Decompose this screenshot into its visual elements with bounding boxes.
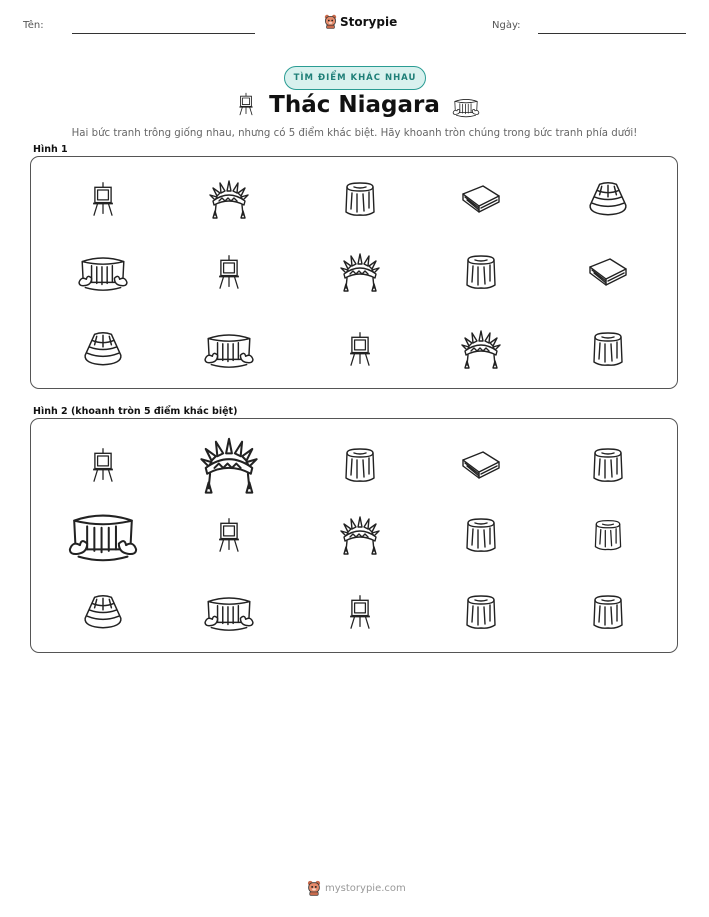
stump-icon bbox=[461, 592, 501, 632]
easel-icon bbox=[342, 331, 378, 367]
page-title: Thác Niagara bbox=[269, 92, 440, 118]
rock-icon bbox=[82, 328, 124, 370]
picture-item-easel bbox=[85, 181, 121, 217]
picture-item-stump[interactable] bbox=[590, 517, 626, 553]
picture-item-rock[interactable] bbox=[82, 591, 124, 633]
picture-item-headdress bbox=[338, 250, 382, 294]
picture-item-waterfall bbox=[77, 246, 129, 298]
title-waterfall-icon bbox=[452, 93, 480, 125]
footer-url: mystorypie.com bbox=[325, 882, 406, 894]
stump-icon bbox=[461, 515, 501, 555]
picture-item-stump[interactable] bbox=[461, 592, 501, 632]
picture-2-panel[interactable] bbox=[30, 418, 678, 653]
picture-item-waterfall bbox=[203, 323, 255, 375]
headdress-icon bbox=[207, 177, 251, 221]
stump-icon bbox=[588, 445, 628, 485]
headdress-icon bbox=[338, 513, 382, 557]
footer bbox=[307, 880, 406, 896]
stump-icon bbox=[340, 445, 380, 485]
book-icon bbox=[586, 250, 630, 294]
picture-item-stump[interactable] bbox=[340, 445, 380, 485]
bear-mascot-icon bbox=[307, 880, 321, 896]
brand-name: Storypie bbox=[340, 14, 398, 29]
waterfall-icon bbox=[77, 246, 129, 298]
picture-1-panel bbox=[30, 156, 678, 389]
picture-item-headdress bbox=[459, 327, 503, 371]
picture-item-stump[interactable] bbox=[588, 592, 628, 632]
stump-icon bbox=[461, 252, 501, 292]
waterfall-icon bbox=[67, 499, 139, 571]
headdress-icon bbox=[459, 327, 503, 371]
picture-item-rock bbox=[587, 178, 629, 220]
date-line bbox=[538, 33, 686, 34]
name-line bbox=[72, 33, 255, 34]
instructions: Hai bức tranh trông giống nhau, nhưng có 5 điểm khác biệt. Hãy khoanh tròn chúng trong bức tranh phía dưới! bbox=[71, 128, 638, 139]
name-label: Tên: bbox=[23, 20, 44, 31]
book-icon bbox=[459, 443, 503, 487]
picture-item-headdress[interactable] bbox=[338, 513, 382, 557]
picture-item-easel[interactable] bbox=[85, 447, 121, 483]
stump-icon bbox=[588, 329, 628, 369]
picture-item-easel bbox=[342, 331, 378, 367]
waterfall-icon bbox=[203, 323, 255, 375]
picture-item-rock bbox=[82, 328, 124, 370]
date-label: Ngày: bbox=[492, 20, 521, 31]
picture-item-easel bbox=[211, 254, 247, 290]
activity-badge-text: TÌM ĐIỂM KHÁC NHAU bbox=[293, 73, 417, 83]
easel-icon bbox=[342, 594, 378, 630]
stump-icon bbox=[588, 592, 628, 632]
bear-mascot-icon bbox=[324, 14, 337, 29]
rock-icon bbox=[587, 178, 629, 220]
picture-item-easel[interactable] bbox=[342, 594, 378, 630]
easel-icon bbox=[211, 254, 247, 290]
waterfall-icon bbox=[452, 93, 480, 121]
activity-badge bbox=[284, 66, 426, 90]
picture-item-stump[interactable] bbox=[461, 515, 501, 555]
picture-1-label: Hình 1 bbox=[33, 144, 68, 155]
picture-item-waterfall[interactable] bbox=[203, 586, 255, 638]
stump-icon bbox=[590, 517, 626, 553]
title-easel-icon bbox=[234, 92, 258, 120]
picture-item-book bbox=[459, 177, 503, 221]
easel-icon bbox=[85, 447, 121, 483]
waterfall-icon bbox=[203, 586, 255, 638]
picture-item-book[interactable] bbox=[459, 443, 503, 487]
picture-item-stump bbox=[588, 329, 628, 369]
picture-item-stump[interactable] bbox=[588, 445, 628, 485]
picture-item-headdress[interactable] bbox=[197, 433, 261, 497]
picture-item-book bbox=[586, 250, 630, 294]
picture-2-label: Hình 2 (khoanh tròn 5 điểm khác biệt) bbox=[33, 406, 238, 417]
brand-logo bbox=[324, 14, 397, 29]
headdress-icon bbox=[338, 250, 382, 294]
picture-item-headdress bbox=[207, 177, 251, 221]
book-icon bbox=[459, 177, 503, 221]
easel-icon bbox=[211, 517, 247, 553]
picture-item-waterfall[interactable] bbox=[67, 499, 139, 571]
stump-icon bbox=[340, 179, 380, 219]
picture-item-stump bbox=[461, 252, 501, 292]
easel-icon bbox=[85, 181, 121, 217]
rock-icon bbox=[82, 591, 124, 633]
easel-icon bbox=[234, 92, 258, 116]
picture-item-easel[interactable] bbox=[211, 517, 247, 553]
picture-item-stump bbox=[340, 179, 380, 219]
headdress-icon bbox=[197, 433, 261, 497]
